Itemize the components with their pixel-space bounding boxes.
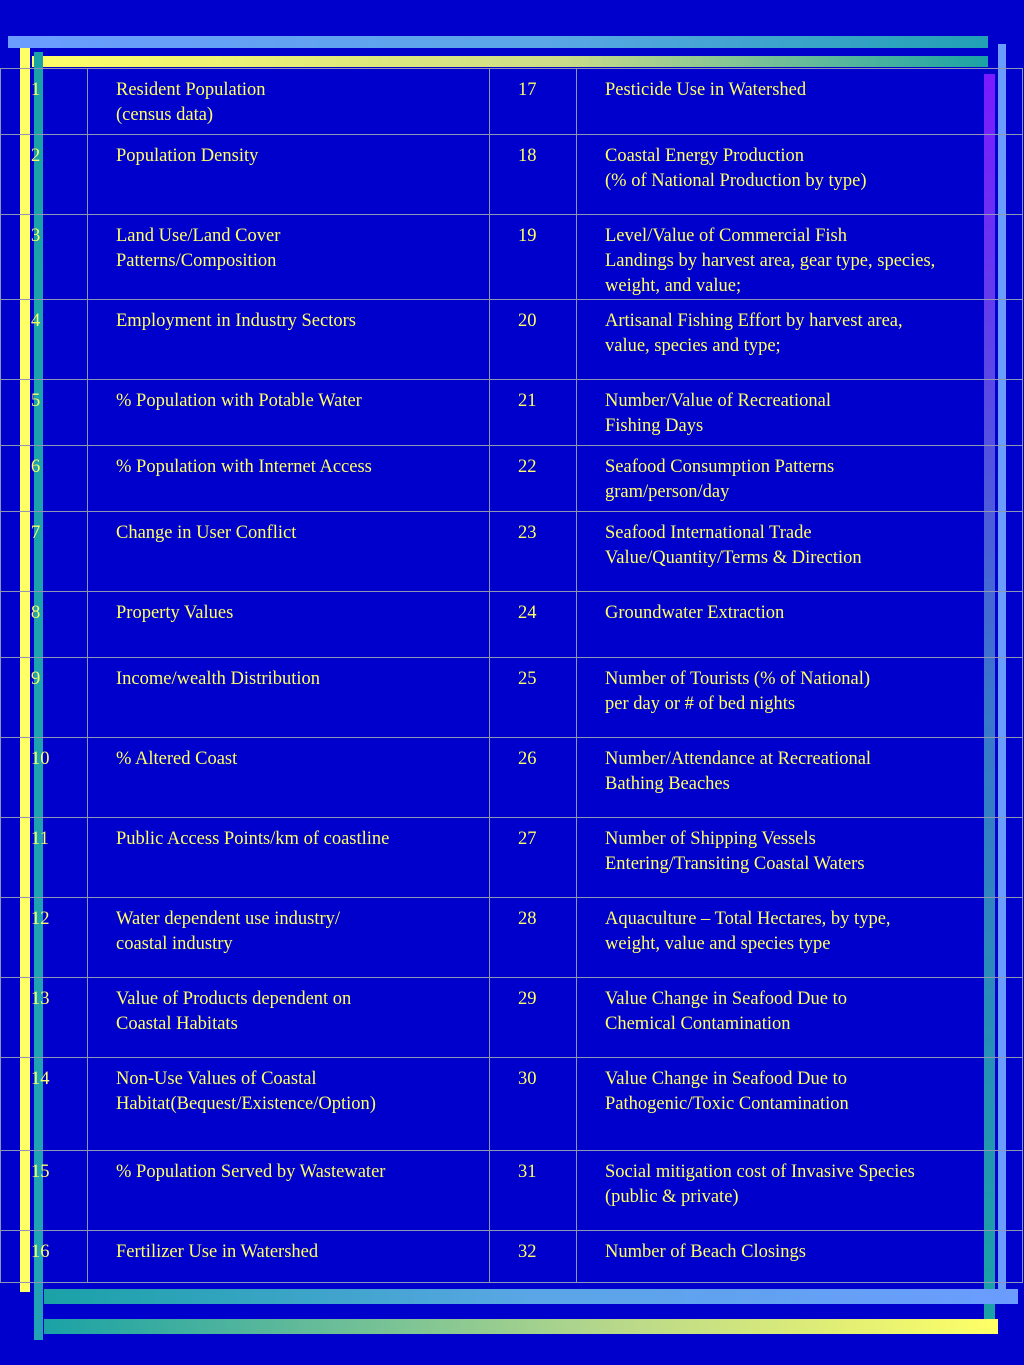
indicator-text-line: (public & private) [605,1187,739,1207]
indicator-text-line: per day or # of bed nights [605,694,796,714]
indicator-text-line: Coastal Energy Production [605,146,805,166]
right-indicator-name [577,1058,1023,1151]
right-indicator-number: 23 [490,512,577,592]
left-indicator-number: 1 [1,69,88,135]
right-indicator-name [577,978,1023,1058]
right-indicator-name [577,215,1023,300]
indicator-text-line: % Population with Internet Access [116,457,372,477]
right-indicator-name [577,1231,1023,1283]
indicator-text-line: Seafood International Trade [605,523,812,543]
left-indicator-number: 6 [1,446,88,512]
indicator-text-line: Social mitigation cost of Invasive Species [605,1162,915,1182]
indicator-text-line: Number of Tourists (% of National) [605,669,871,689]
left-indicator-name [88,1231,490,1283]
indicator-text-line: (% of National Production by type) [605,171,867,191]
table-row [1,300,1023,380]
right-indicator-number: 19 [490,215,577,300]
indicator-text-line: Number of Shipping Vessels [605,829,816,849]
left-indicator-number: 9 [1,658,88,738]
indicator-text-line: Entering/Transiting Coastal Waters [605,854,865,874]
right-indicator-name [577,380,1023,446]
right-indicator-number: 25 [490,658,577,738]
right-indicator-number: 18 [490,135,577,215]
right-indicator-number: 32 [490,1231,577,1283]
left-indicator-name [88,592,490,658]
right-indicator-name [577,1151,1023,1231]
right-indicator-name [577,592,1023,658]
left-indicator-name [88,69,490,135]
right-indicator-number: 17 [490,69,577,135]
indicator-text-line: Pathogenic/Toxic Contamination [605,1094,849,1114]
left-indicator-name [88,215,490,300]
left-indicator-name [88,658,490,738]
left-indicator-name [88,738,490,818]
left-indicator-number: 10 [1,738,88,818]
indicator-text-line: Seafood Consumption Patterns [605,457,835,477]
right-indicator-name [577,446,1023,512]
indicator-text-line: weight, and value; [605,276,742,296]
indicator-text-line: gram/person/day [605,482,730,502]
left-indicator-name [88,380,490,446]
indicator-text-line: Number of Beach Closings [605,1242,806,1262]
indicator-text-line: Change in User Conflict [116,523,297,543]
table-row [1,512,1023,592]
table-row [1,135,1023,215]
left-indicator-name [88,1058,490,1151]
left-indicator-number: 15 [1,1151,88,1231]
frame-bar-bottom-lower [44,1319,998,1334]
right-indicator-name [577,738,1023,818]
table-row [1,1058,1023,1151]
indicator-text-line: Groundwater Extraction [605,603,785,623]
right-indicator-number: 30 [490,1058,577,1151]
table-row [1,898,1023,978]
indicator-table [0,68,1023,1283]
indicator-text-line: Employment in Industry Sectors [116,311,356,331]
indicator-text-line: Water dependent use industry/ [116,909,341,929]
right-indicator-number: 28 [490,898,577,978]
table-row [1,1151,1023,1231]
indicator-text-line: Public Access Points/km of coastline [116,829,390,849]
right-indicator-name [577,135,1023,215]
indicator-text-line: Land Use/Land Cover [116,226,281,246]
indicator-text-line: Aquaculture – Total Hectares, by type, [605,909,891,929]
table-row [1,1231,1023,1283]
frame-bar-top-outer [8,36,988,48]
left-indicator-name [88,818,490,898]
table-row [1,818,1023,898]
indicator-text-line: % Population with Potable Water [116,391,362,411]
right-indicator-number: 26 [490,738,577,818]
indicator-text-line: Fertilizer Use in Watershed [116,1242,319,1262]
left-indicator-number: 5 [1,380,88,446]
indicator-text-line: Landings by harvest area, gear type, species, [605,251,936,271]
indicator-text-line: Bathing Beaches [605,774,730,794]
indicator-text-line: value, species and type; [605,336,781,356]
left-indicator-number: 13 [1,978,88,1058]
left-indicator-number: 8 [1,592,88,658]
left-indicator-number: 7 [1,512,88,592]
indicator-text-line: % Altered Coast [116,749,238,769]
left-indicator-number: 11 [1,818,88,898]
indicator-text-line: Chemical Contamination [605,1014,791,1034]
table-row [1,380,1023,446]
right-indicator-number: 24 [490,592,577,658]
indicator-text-line: Habitat(Bequest/Existence/Option) [116,1094,376,1114]
indicator-text-line: Value of Products dependent on [116,989,352,1009]
frame-bar-bottom-upper [44,1289,1018,1304]
indicator-text-line: Number/Attendance at Recreational [605,749,872,769]
left-indicator-number: 12 [1,898,88,978]
left-indicator-name [88,1151,490,1231]
indicator-text-line: Level/Value of Commercial Fish [605,226,847,246]
right-indicator-name [577,818,1023,898]
indicator-text-line: Resident Population [116,80,266,100]
right-indicator-name [577,69,1023,135]
indicator-text-line: Patterns/Composition [116,251,277,271]
indicator-text-line: weight, value and species type [605,934,831,954]
indicator-text-line: Number/Value of Recreational [605,391,832,411]
left-indicator-number: 3 [1,215,88,300]
right-indicator-number: 31 [490,1151,577,1231]
indicator-text-line: coastal industry [116,934,233,954]
indicator-text-line: Income/wealth Distribution [116,669,320,689]
indicator-text-line: Fishing Days [605,416,704,436]
table-row [1,215,1023,300]
indicator-text-line: (census data) [116,105,214,125]
right-indicator-number: 21 [490,380,577,446]
indicator-text-line: Value/Quantity/Terms & Direction [605,548,862,568]
indicator-text-line: Value Change in Seafood Due to [605,1069,847,1089]
indicator-text-line: Pesticide Use in Watershed [605,80,807,100]
left-indicator-number: 16 [1,1231,88,1283]
table-row [1,592,1023,658]
indicator-text-line: Property Values [116,603,234,623]
indicator-text-line: Coastal Habitats [116,1014,238,1034]
right-indicator-name [577,898,1023,978]
right-indicator-number: 20 [490,300,577,380]
left-indicator-name [88,300,490,380]
indicator-text-line: Non-Use Values of Coastal [116,1069,317,1089]
frame-bar-top-inner [32,56,988,67]
left-indicator-name [88,135,490,215]
right-indicator-name [577,658,1023,738]
indicator-text-line: Artisanal Fishing Effort by harvest area, [605,311,903,331]
right-indicator-number: 29 [490,978,577,1058]
indicator-table-body [1,69,1023,1283]
table-row [1,978,1023,1058]
right-indicator-name [577,300,1023,380]
table-row [1,69,1023,135]
table-row [1,446,1023,512]
table-row [1,738,1023,818]
right-indicator-number: 22 [490,446,577,512]
left-indicator-name [88,898,490,978]
left-indicator-name [88,512,490,592]
indicator-text-line: Population Density [116,146,259,166]
left-indicator-number: 14 [1,1058,88,1151]
indicator-text-line: % Population Served by Wastewater [116,1162,386,1182]
indicator-text-line: Value Change in Seafood Due to [605,989,847,1009]
left-indicator-number: 4 [1,300,88,380]
table-row [1,658,1023,738]
right-indicator-name [577,512,1023,592]
left-indicator-name [88,446,490,512]
right-indicator-number: 27 [490,818,577,898]
left-indicator-name [88,978,490,1058]
left-indicator-number: 2 [1,135,88,215]
